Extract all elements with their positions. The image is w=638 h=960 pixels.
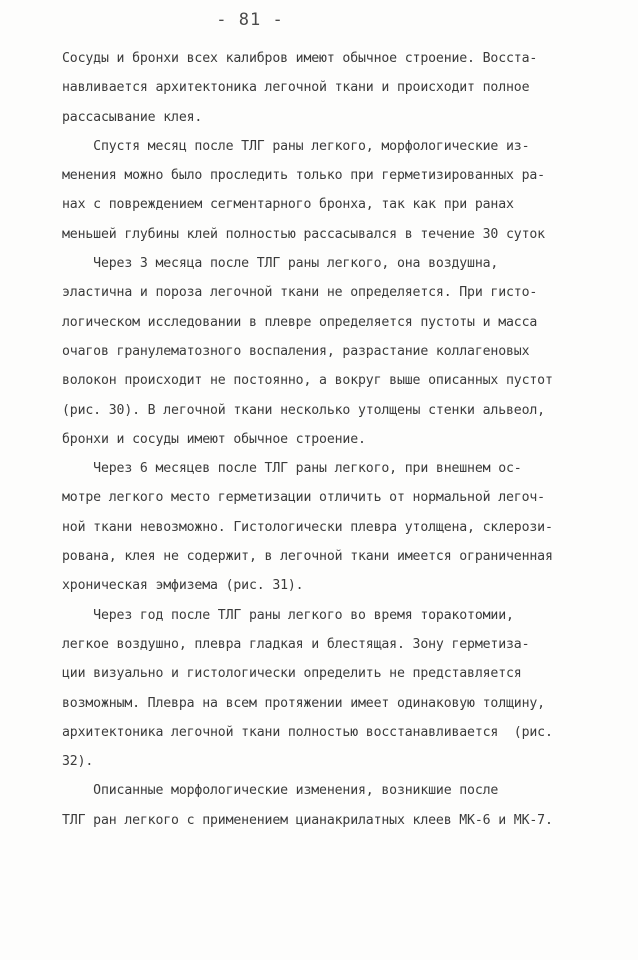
text-line: возможным. Плевра на всем протяжении имеет одинаковую толщину, bbox=[62, 695, 545, 711]
text-line: очагов гранулематозного воспаления, разрастание коллагеновых bbox=[62, 343, 530, 359]
text-line: ции визуально и гистологически определить не представляется bbox=[62, 666, 522, 682]
text-line: Через год после ТЛГ раны легкого во время торакотомии, bbox=[62, 607, 514, 623]
text-line: волокон происходит не постоянно, а вокруг выше описанных пустот bbox=[62, 373, 553, 389]
text-line: хроническая эмфизема (рис. 31). bbox=[62, 578, 304, 594]
text-line: рассасывание клея. bbox=[62, 109, 203, 125]
text-line: нах с повреждением сегментарного бронха, так как при ранах bbox=[62, 197, 514, 213]
text-line: логическом исследовании в плевре определяется пустоты и масса bbox=[62, 314, 538, 330]
text-line: навливается архитектоника легочной ткани и происходит полное bbox=[62, 80, 530, 96]
text-line: менения можно было проследить только при герметизированных ра- bbox=[62, 168, 545, 184]
text-line: ТЛГ ран легкого с применением цианакрилатных клеев МК-6 и МК-7. bbox=[62, 812, 553, 828]
text-line: мотре легкого место герметизации отличить от нормальной легоч- bbox=[62, 490, 545, 506]
text-line: бронхи и сосуды имеют обычное строение. bbox=[62, 431, 366, 447]
text-line: Спустя месяц после ТЛГ раны легкого, морфологические из- bbox=[62, 138, 530, 154]
text-line: Сосуды и бронхи всех калибров имеют обычное строение. Восста- bbox=[62, 51, 538, 66]
text-line: Описанные морфологические изменения, возникшие после bbox=[62, 783, 499, 799]
text-line: (рис. 30). В легочной ткани несколько утолщены стенки альвеол, bbox=[62, 402, 545, 418]
text-line: ной ткани невозможно. Гистологически плевра утолщена, склерози- bbox=[62, 519, 553, 535]
text-line: 32). bbox=[62, 754, 94, 770]
text-line: легкое воздушно, плевра гладкая и блестящая. Зону герметиза- bbox=[62, 636, 530, 652]
body-text bbox=[62, 44, 602, 835]
text-line: меньшей глубины клей полностью рассасывался в течение 30 суток bbox=[62, 226, 545, 242]
text-line: Через 3 месяца после ТЛГ раны легкого, она воздушна, bbox=[62, 256, 499, 272]
page-number: - 81 - bbox=[216, 10, 284, 30]
text-line: архитектоника легочной ткани полностью восстанавливается (рис. bbox=[62, 724, 553, 740]
text-line: Через 6 месяцев после ТЛГ раны легкого, при внешнем ос- bbox=[62, 461, 522, 477]
text-line: эластична и пороза легочной ткани не определяется. При гисто- bbox=[62, 285, 538, 301]
text-line: рована, клея не содержит, в легочной ткани имеется ограниченная bbox=[62, 549, 553, 565]
